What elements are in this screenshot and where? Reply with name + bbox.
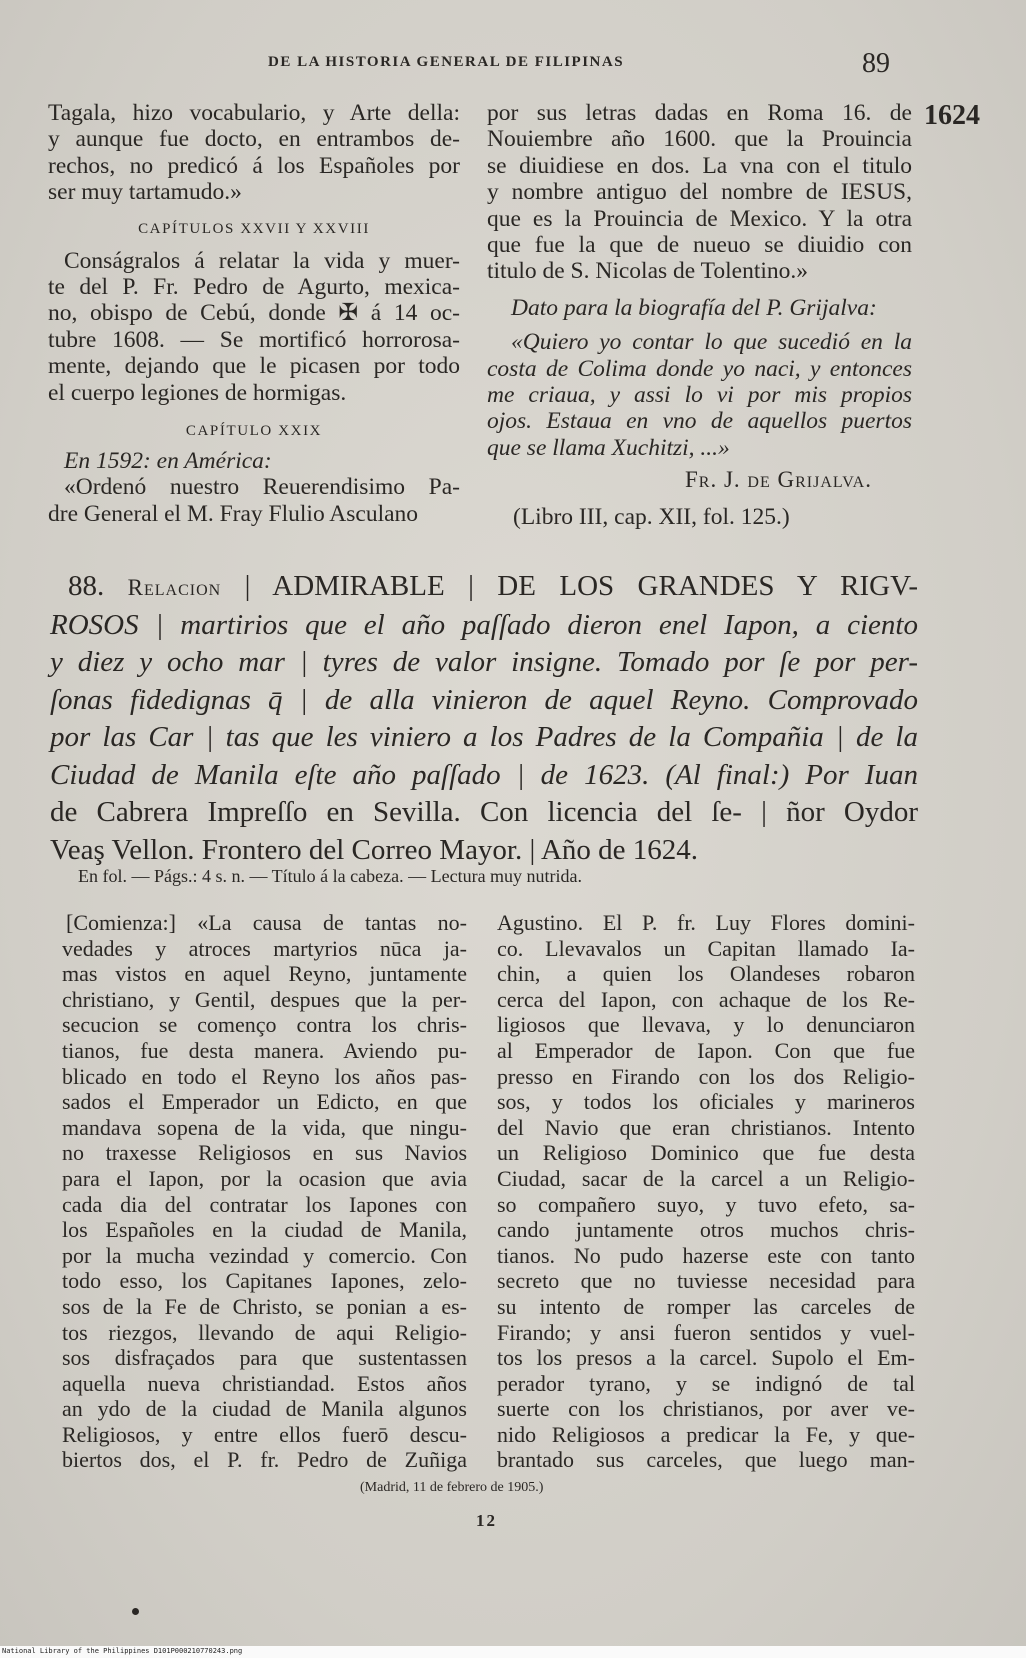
text-line: y nombre antiguo del nombre de IESUS, [487, 179, 912, 206]
text-line: por la mucha vezindad y comercio. Con [62, 1242, 467, 1268]
text-line: no traxesse Religiosos en sus Navios [62, 1140, 467, 1166]
entry-line: ROSOS | martirios que el año paſſado dieron enel Iapon, a ciento [50, 608, 918, 641]
text-line: los Españoles en la ciudad de Manila, [62, 1217, 467, 1243]
text-line: cando juntamente otros muchos chris- [497, 1217, 915, 1243]
text-line: que es la Prouincia de Mexico. Y la otra [487, 205, 912, 232]
chapter-heading: CAPÍTULOS XXVII Y XXVIII [138, 220, 370, 237]
entry-line: Veaş Vellon. Frontero del Correo Mayor. | Año de 1624. [50, 833, 699, 866]
text-line: dre General el M. Fray Flulio Asculano [48, 500, 419, 527]
text-line: por sus letras dadas en Roma 16. de [487, 100, 912, 126]
text-line: Dato para la biografía del P. Grijalva: [511, 294, 877, 321]
text-line: En 1592: en América: [64, 448, 272, 475]
text-line: cada dia del contratar los Iapones con [62, 1191, 467, 1217]
source-reference: (Libro III, cap. XII, fol. 125.) [513, 503, 790, 530]
entry-line [50, 568, 918, 607]
text-line: cerca del Iapon, con achaque de los Re- [497, 986, 915, 1012]
text-line: Religiosos, y entre ellos fuerō descu- [62, 1421, 467, 1447]
text-line: Firando; y ansi fueron sentidos y vuel- [497, 1319, 915, 1345]
text-line: tianos. No pudo hazerse este con tanto [497, 1242, 915, 1268]
entry-line: ſonas fidedignas q̄ | de alla vinieron de aquel Reyno. Comprovado [50, 683, 918, 716]
text-line: chin, a quien los Olandeses robaron [497, 961, 915, 987]
text-line: ligiosos que llevava, y lo denunciaron [497, 1012, 915, 1038]
text-line: que se llama Xuchitzi, ...» [487, 434, 730, 461]
text-line: Ciudad, sacar de la carcel a un Religio- [497, 1165, 915, 1191]
entry-line: Ciudad de Manila eſte año paſſado | de 1623. (Al final:) Por Iuan [50, 758, 918, 791]
text-line: el cuerpo legiones de hormigas. [48, 379, 347, 406]
text-line: suerte con los christianos, por aver ve- [497, 1396, 915, 1422]
text-line: tianos, fue desta manera. Aviendo pu- [62, 1037, 467, 1063]
signature-mark: 12 [476, 1511, 497, 1530]
text-line: so compañero suyo, y tuvo efeto, sa- [497, 1191, 915, 1217]
text-line: presso en Firando con los dos Religio- [497, 1063, 915, 1089]
text-line: mente, dejando que le picasen por todo [48, 353, 460, 380]
text-line: blicado en todo el Reyno los años pas- [62, 1063, 467, 1089]
text-line: tubre 1608. — Se mortificó horrorosa- [48, 326, 460, 353]
text-line: nido Religiosos a predicar la Fe, y que- [497, 1421, 915, 1447]
text-line: co. Llevavalos un Capitan llamado Ia- [497, 935, 915, 961]
text-line: aquella nueva christiandad. Estos años [62, 1370, 467, 1396]
text-line: christiano, y Gentil, despues que la per- [62, 986, 467, 1012]
body-left-column [62, 910, 467, 1473]
text-line: su intento de romper las carceles de [497, 1293, 915, 1319]
text-line: para el Iapon, por la ocasion que avia [62, 1165, 467, 1191]
entry-title-start: | ADMIRABLE | DE LOS GRANDES Y RIGV- [244, 570, 919, 602]
author-signature: Fr. J. de Grijalva. [685, 467, 872, 493]
ink-spot [132, 1608, 139, 1615]
text-line: un Religioso Dominico que fue desta [497, 1140, 915, 1166]
text-line: «Quiero yo contar lo que sucedió en la [511, 329, 912, 356]
text-line: Nouiembre año 1600. que la Prouincia [487, 126, 912, 153]
text-line: del Navio que eran christianos. Intento [497, 1114, 915, 1140]
text-line: costa de Colima donde yo naci, y entonces [487, 355, 912, 382]
text-line: tos riezgos, llevando de aqui Religio- [62, 1319, 467, 1345]
text-line: que fue la que de nueuo se diuidio con [487, 232, 912, 259]
text-line: Tagala, hizo vocabulario, y Arte della: [48, 100, 460, 126]
page-number: 89 [862, 48, 890, 79]
text-line: vedades y atroces martyrios nūca ja- [62, 935, 467, 961]
right-column-top [487, 100, 912, 530]
left-column-top [48, 100, 460, 527]
entry-relacion: Relacion [127, 575, 222, 600]
text-line: secreto que no tuviesse necesidad para [497, 1268, 915, 1294]
text-line: [Comienza:] «La causa de tantas no- [66, 910, 467, 935]
entry-number: 88. [68, 570, 105, 602]
entry-line: por las Car | tas que les viniero a los Padres de la Compañia | de la [50, 721, 918, 753]
bibliographic-entry [50, 568, 918, 869]
text-line: sados el Emperador un Edicto, en que [62, 1089, 467, 1115]
imprint-line: (Madrid, 11 de febrero de 1905.) [360, 1480, 544, 1495]
entry-line: de Cabrera Impreſſo en Sevilla. Con licencia del ſe- | ñor Oydor [50, 796, 918, 828]
text-line: rechos, no predicó á los Españoles por [48, 152, 460, 179]
text-line: an ydo de la ciudad de Manila algunos [62, 1396, 467, 1422]
text-line: brantado sus carceles, que luego man- [497, 1447, 915, 1473]
entry-note: En fol. — Págs.: 4 s. n. — Título á la cabeza. — Lectura muy nutrida. [78, 866, 583, 886]
text-line: Agustino. El P. fr. Luy Flores domini- [497, 910, 915, 935]
text-line: biertos dos, el P. fr. Pedro de Zuñiga [62, 1447, 467, 1473]
quote-block [487, 329, 912, 461]
text-line: sos de la Fe de Christo, se ponian a es- [62, 1293, 467, 1319]
text-line: Conságralos á relatar la vida y muer- [64, 247, 460, 274]
entry-line: y diez y ocho mar | tyres de valor insigne. Tomado por ſe por per- [50, 646, 918, 678]
text-line: se diuidiese en dos. La vna con el titulo [487, 152, 912, 179]
text-line: sos, y todos los oficiales y marineros [497, 1089, 915, 1115]
text-line: tos los presos a la carcel. Supolo el Em- [497, 1345, 915, 1371]
scan-credit: National Library of the Philippines D101P000210770243.png [2, 1647, 243, 1655]
text-line: mas vistos en aquel Reyno, juntamente [62, 961, 467, 987]
running-head: DE LA HISTORIA GENERAL DE FILIPINAS [268, 54, 625, 70]
text-line: secucion se començo contra los chris- [62, 1012, 467, 1038]
text-line: al Emperador de Iapon. Con que fue [497, 1037, 915, 1063]
chapter-heading: CAPÍTULO XXIX [185, 423, 323, 440]
text-line: titulo de S. Nicolas de Tolentino.» [487, 258, 809, 285]
text-line: me criaua, y assi lo vi por mis propios [487, 382, 912, 409]
text-line: no, obispo de Cebú, donde ✠ á 14 oc- [48, 300, 460, 327]
body-right-column [497, 910, 915, 1473]
text-line: ojos. Estaua en vno de aquellos puertos [487, 408, 912, 435]
text-line: mandava sopena de la vida, que ningu- [62, 1114, 467, 1140]
text-line: y aunque fue docto, en entrambos de- [48, 126, 460, 153]
text-line: sos disfraçados para que sustentassen [62, 1345, 467, 1371]
text-line: todo esso, los Capitanes Iapones, zelo- [62, 1268, 467, 1294]
text-line: te del P. Fr. Pedro de Agurto, mexica- [48, 274, 460, 301]
text-line: perador tyrano, y se indignó de tal [497, 1370, 915, 1396]
text-line: «Ordenó nuestro Reuerendisimo Pa- [64, 474, 460, 501]
margin-year: 1624 [924, 100, 980, 131]
text-line: ser muy tartamudo.» [48, 179, 242, 206]
